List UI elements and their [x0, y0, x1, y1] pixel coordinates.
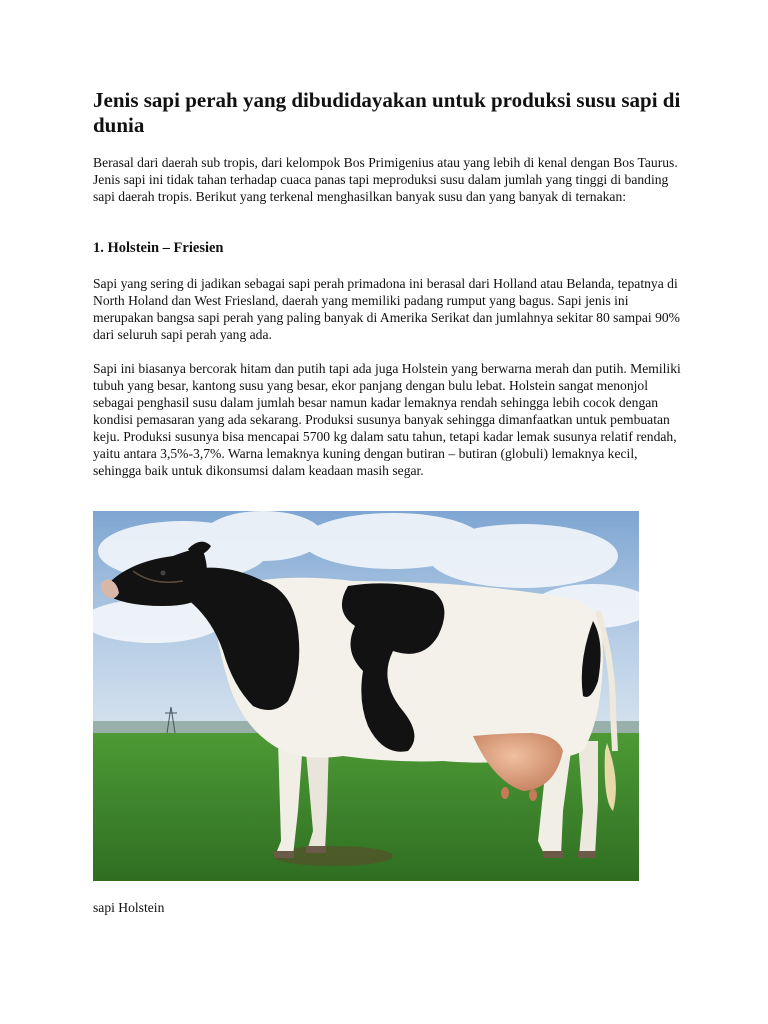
figure-caption: sapi Holstein [93, 900, 165, 915]
section-paragraph-1: Sapi yang sering di jadikan sebagai sapi perah primadona ini berasal dari Holland atau Belanda, tepatnya di North Holand dan West Friesland, daerah yang memiliki padang rumput yang bagus. Sapi jenis ini merupakan bangsa sapi perah yang paling banyak di Amerika Serikat dan jumlahnya sekitar 80 sampai 90% dari seluruh sapi perah yang ada. [93, 276, 681, 342]
intro-paragraph: Berasal dari daerah sub tropis, dari kelompok Bos Primigenius atau yang lebih di kenal dengan Bos Taurus. Jenis sapi ini tidak tahan terhadap cuaca panas tapi meproduksi susu dalam jumlah yang tinggi di banding sapi daerah tropis. Berikut yang terkenal menghasilkan banyak susu dan yang banyak di ternakan: [93, 155, 678, 204]
section-paragraph-2: Sapi ini biasanya bercorak hitam dan putih tapi ada juga Holstein yang berwarna merah dan putih. Memiliki tubuh yang besar, kantong susu yang besar, ekor panjang dengan bulu lebat. Holstein sangat menonjol sebagai penghasil susu dalam jumlah besar namun kadar lemaknya rendah sehingga lebih cocok dengan kondisi pemasaran yang ada sekarang. Produksi susunya banyak sehingga dimanfaatkan untuk pembuatan keju. Produksi susunya bisa mencapai 5700 kg dalam satu tahun, tetapi kadar lemak susunya relatif rendah, yaitu antara 3,5%-3,7%. Warna lemaknya kuning dengan butiran – butiran (globuli) lemaknya kecil, sehingga baik untuk dikonsumsi dalam keadaan masih segar. [93, 361, 681, 478]
section-heading: 1. Holstein – Friesien [93, 240, 224, 256]
holstein-cow-photo [93, 511, 639, 881]
document-title: Jenis sapi perah yang dibudidayakan untuk produksi susu sapi di dunia [93, 88, 681, 137]
